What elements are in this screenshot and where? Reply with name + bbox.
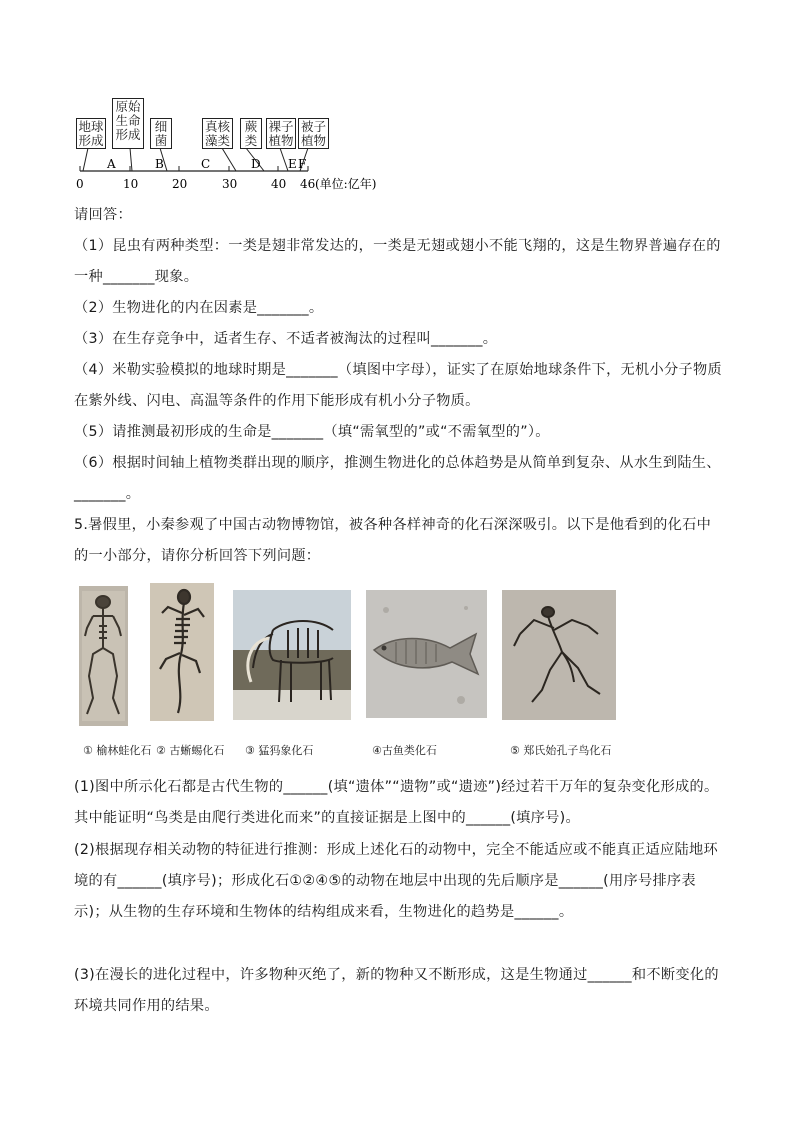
event-box: 原始 生命 形成 bbox=[112, 98, 144, 149]
q4-item: （6）根据时间轴上植物类群出现的顺序，推测生物进化的总体趋势是从简单到复杂、从水生到陆生、_______。 bbox=[74, 455, 721, 502]
event-box: 裸子 植物 bbox=[266, 118, 296, 149]
q5-stem: 5.暑假里，小秦参观了中国古动物博物馆，被各种各样神奇的化石深深吸引。以下是他看到的化石中的一小部分，请你分析回答下列问题： bbox=[74, 517, 712, 564]
timeline-figure bbox=[74, 96, 404, 196]
tick-label: 46 bbox=[300, 177, 316, 191]
event-box: 地球 形成 bbox=[76, 118, 106, 149]
q4-item: （3）在生存竞争中，适者生存、不适者被淘汰的过程叫_______。 bbox=[74, 331, 498, 347]
tick-label: 0 bbox=[76, 177, 84, 191]
timeline-letter: B bbox=[155, 157, 164, 171]
event-box: 被子 植物 bbox=[298, 118, 329, 149]
tick-label: 40 bbox=[271, 177, 287, 191]
fossil-caption-2: ② 古蜥蜴化石 bbox=[156, 744, 225, 757]
mammoth-fossil-image bbox=[233, 590, 351, 720]
fossil-caption-5: ⑤ 郑氏始孔子鸟化石 bbox=[510, 744, 612, 757]
callout-pointer bbox=[83, 148, 88, 171]
timeline-letter: E bbox=[288, 157, 297, 171]
tick-label: 30 bbox=[222, 177, 238, 191]
timeline-letter: C bbox=[201, 157, 211, 171]
fossil-caption-3: ③ 猛犸象化石 bbox=[245, 744, 314, 757]
frog-fossil-image bbox=[79, 586, 128, 726]
timeline-letter: F bbox=[298, 157, 307, 171]
q4-intro: 请回答： bbox=[74, 207, 132, 223]
callout-pointer bbox=[280, 148, 288, 171]
timeline-unit: (单位:亿年) bbox=[315, 177, 377, 191]
event-box: 细 菌 bbox=[150, 118, 172, 149]
q4-item: （4）米勒实验模拟的地球时期是_______（填图中字母），证实了在原始地球条件下，无机小分子物质在紫外线、闪电、高温等条件的作用下能形成有机小分子物质。 bbox=[74, 362, 722, 409]
timeline-letter: A bbox=[107, 157, 116, 171]
q4-item: （2）生物进化的内在因素是_______。 bbox=[74, 300, 324, 316]
q4-item: （1）昆虫有两种类型：一类是翅非常发达的，一类是无翅或翅小不能飞翔的，这是生物界普遍存在的一种_______现象。 bbox=[74, 238, 721, 285]
confuciusornis-fossil-image bbox=[502, 590, 616, 720]
event-box: 蕨 类 bbox=[240, 118, 262, 149]
lizard-fossil-image bbox=[150, 583, 214, 721]
fossil-caption-4: ④古鱼类化石 bbox=[372, 744, 437, 757]
event-box: 真核 藻类 bbox=[202, 118, 233, 149]
fossil-caption-1: ① 榆林蛙化石 bbox=[83, 744, 152, 757]
q4-item: （5）请推测最初形成的生命是_______（填“需氧型的”或“不需氧型的”）。 bbox=[74, 424, 550, 440]
tick-label: 20 bbox=[172, 177, 188, 191]
q5-subquestion-1: (1)图中所示化石都是古代生物的______(填“遗体”“遗物”或“遗迹”)经过若干万年的复杂变化形成的。其中能证明“鸟类是由爬行类进化而来”的直接证据是上图中的______(填序号)。 bbox=[74, 779, 719, 826]
q5-subquestion-3: (3)在漫长的进化过程中，许多物种灭绝了，新的物种又不断形成，这是生物通过______和不断变化的环境共同作用的结果。 bbox=[74, 967, 719, 1014]
q5-subquestion-2: (2)根据现存相关动物的特征进行推测：形成上述化石的动物中，完全不能适应或不能真正适应陆地环境的有______(填序号)；形成化石①②④⑤的动物在地层中出现的先后顺序是______(用序号排序表示)；从生物的生存环境和生物体的结构组成来看，生物进化的趋势是______。 bbox=[74, 842, 718, 920]
fish-fossil-image bbox=[366, 590, 487, 718]
timeline-letter: D bbox=[251, 157, 261, 171]
tick-label: 10 bbox=[123, 177, 139, 191]
